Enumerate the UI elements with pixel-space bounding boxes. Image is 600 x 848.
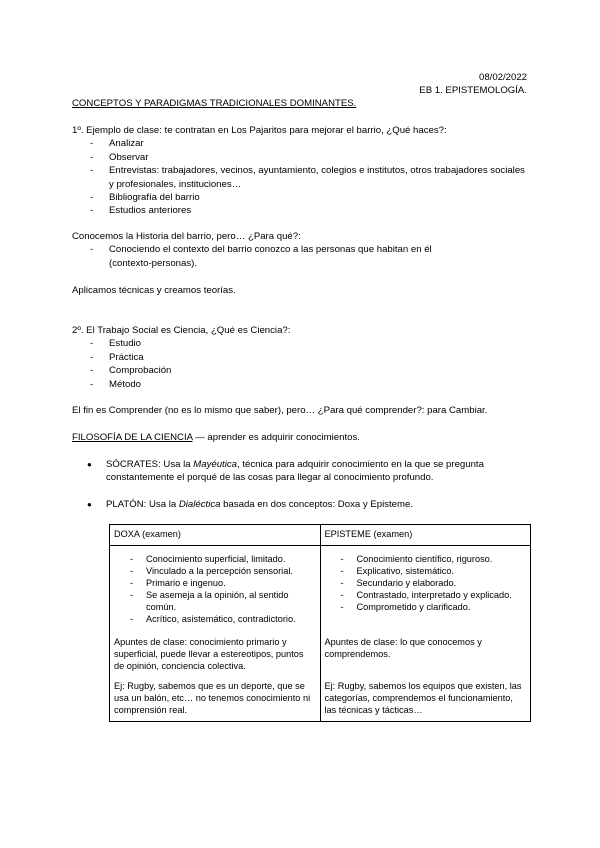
episteme-list	[325, 553, 527, 613]
list-item: - Se asemeja a la opinión, al sentido común.	[114, 589, 316, 613]
list-item: - Conocimiento superficial, limitado.	[114, 553, 316, 565]
example-1-list	[72, 137, 532, 217]
episteme-example: Ej: Rugby, sabemos los equipos que existen, las categorías, comprendemos el funcionamiento, las técnicas y tácticas…	[324, 681, 522, 715]
list-item: - Observar	[72, 151, 532, 164]
list-item: - Comprobación	[72, 364, 532, 377]
history-list	[72, 243, 472, 270]
list-item: - Analizar	[72, 137, 532, 150]
list-item: - Entrevistas: trabajadores, vecinos, ayuntamiento, colegios e institutos, otros trabajadores sociales y profesionales, instituciones…	[72, 164, 532, 191]
list-item: - Estudios anteriores	[72, 204, 532, 217]
doxa-notes: Apuntes de clase: conocimiento primario y superficial, puede llevar a estereotipos, puntos de opinión, conciencia colectiva.	[114, 637, 304, 671]
philosophers-list-2	[72, 498, 522, 511]
philosophy-heading	[72, 431, 532, 444]
document-code: EB 1. EPISTEMOLOGÍA.	[419, 85, 527, 96]
example-2-list	[72, 337, 532, 391]
doxa-cell	[110, 546, 321, 722]
doxa-episteme-table	[109, 524, 531, 722]
episteme-cell	[320, 546, 531, 722]
doxa-example: Ej: Rugby, sabemos que es un deporte, que se usa un balón, etc… no tenemos conocimiento ni comprensión real.	[114, 681, 311, 715]
episteme-notes: Apuntes de clase: lo que conocemos y comprendemos.	[324, 637, 482, 659]
list-item: - Método	[72, 378, 532, 391]
dialectica-term: Dialéctica	[178, 499, 221, 510]
example-2-block	[72, 324, 532, 391]
doxa-header: DOXA (examen)	[110, 525, 321, 546]
apply-line: Aplicamos técnicas y creamos teorías.	[72, 285, 236, 296]
list-item: - Conocimiento científico, riguroso.	[325, 553, 527, 565]
socrates-item: ● SÓCRATES: Usa la Mayéutica, técnica para adquirir conocimiento en la que se pregunta constantemente el porqué de las cosas para llegar al conocimiento profundo.	[72, 458, 522, 485]
episteme-header: EPISTEME (examen)	[320, 525, 531, 546]
history-block	[72, 230, 532, 270]
platon-item: ● PLATÓN: Usa la Dialéctica basada en dos conceptos: Doxa y Episteme.	[72, 498, 522, 511]
philosophers-list	[72, 458, 522, 485]
list-item: - Vinculado a la percepción sensorial.	[114, 565, 316, 577]
table-header-row	[110, 525, 531, 546]
list-item: - Práctica	[72, 351, 532, 364]
section-title: CONCEPTOS Y PARADIGMAS TRADICIONALES DOMINANTES.	[72, 98, 357, 109]
list-item: - Contrastado, interpretado y explicado.	[325, 589, 527, 601]
date: 08/02/2022	[478, 72, 527, 83]
list-item: - Secundario y elaborado.	[325, 577, 527, 589]
list-item: - Primario e ingenuo.	[114, 577, 316, 589]
end-line: El fin es Comprender (no es lo mismo que saber), pero… ¿Para qué comprender?: para Cambiar.	[72, 405, 488, 416]
doxa-list	[114, 553, 316, 625]
list-item: - Explicativo, sistemático.	[325, 565, 527, 577]
mayeutica-term: Mayéutica	[193, 459, 237, 470]
example-1-block	[72, 124, 532, 218]
table-row	[110, 546, 531, 722]
example-1-question: 1º. Ejemplo de clase: te contratan en Los Pajaritos para mejorar el barrio, ¿Qué haces?:	[72, 125, 447, 136]
philosophy-rest: — aprender es adquirir conocimientos.	[192, 432, 360, 443]
list-item: - Estudio	[72, 337, 532, 350]
history-question: Conocemos la Historia del barrio, pero… ¿Para qué?:	[72, 231, 301, 242]
list-item: - Acrítico, asistemático, contradictorio.	[114, 613, 316, 625]
philosophy-title: FILOSOFÍA DE LA CIENCIA	[72, 432, 193, 443]
list-item: - Bibliografía del barrio	[72, 191, 532, 204]
list-item: - Comprometido y clarificado.	[325, 601, 527, 613]
example-2-question: 2º. El Trabajo Social es Ciencia, ¿Qué es Ciencia?:	[72, 325, 291, 336]
list-item: - Conociendo el contexto del barrio conozco a las personas que habitan en él (contexto-personas).	[72, 243, 472, 270]
